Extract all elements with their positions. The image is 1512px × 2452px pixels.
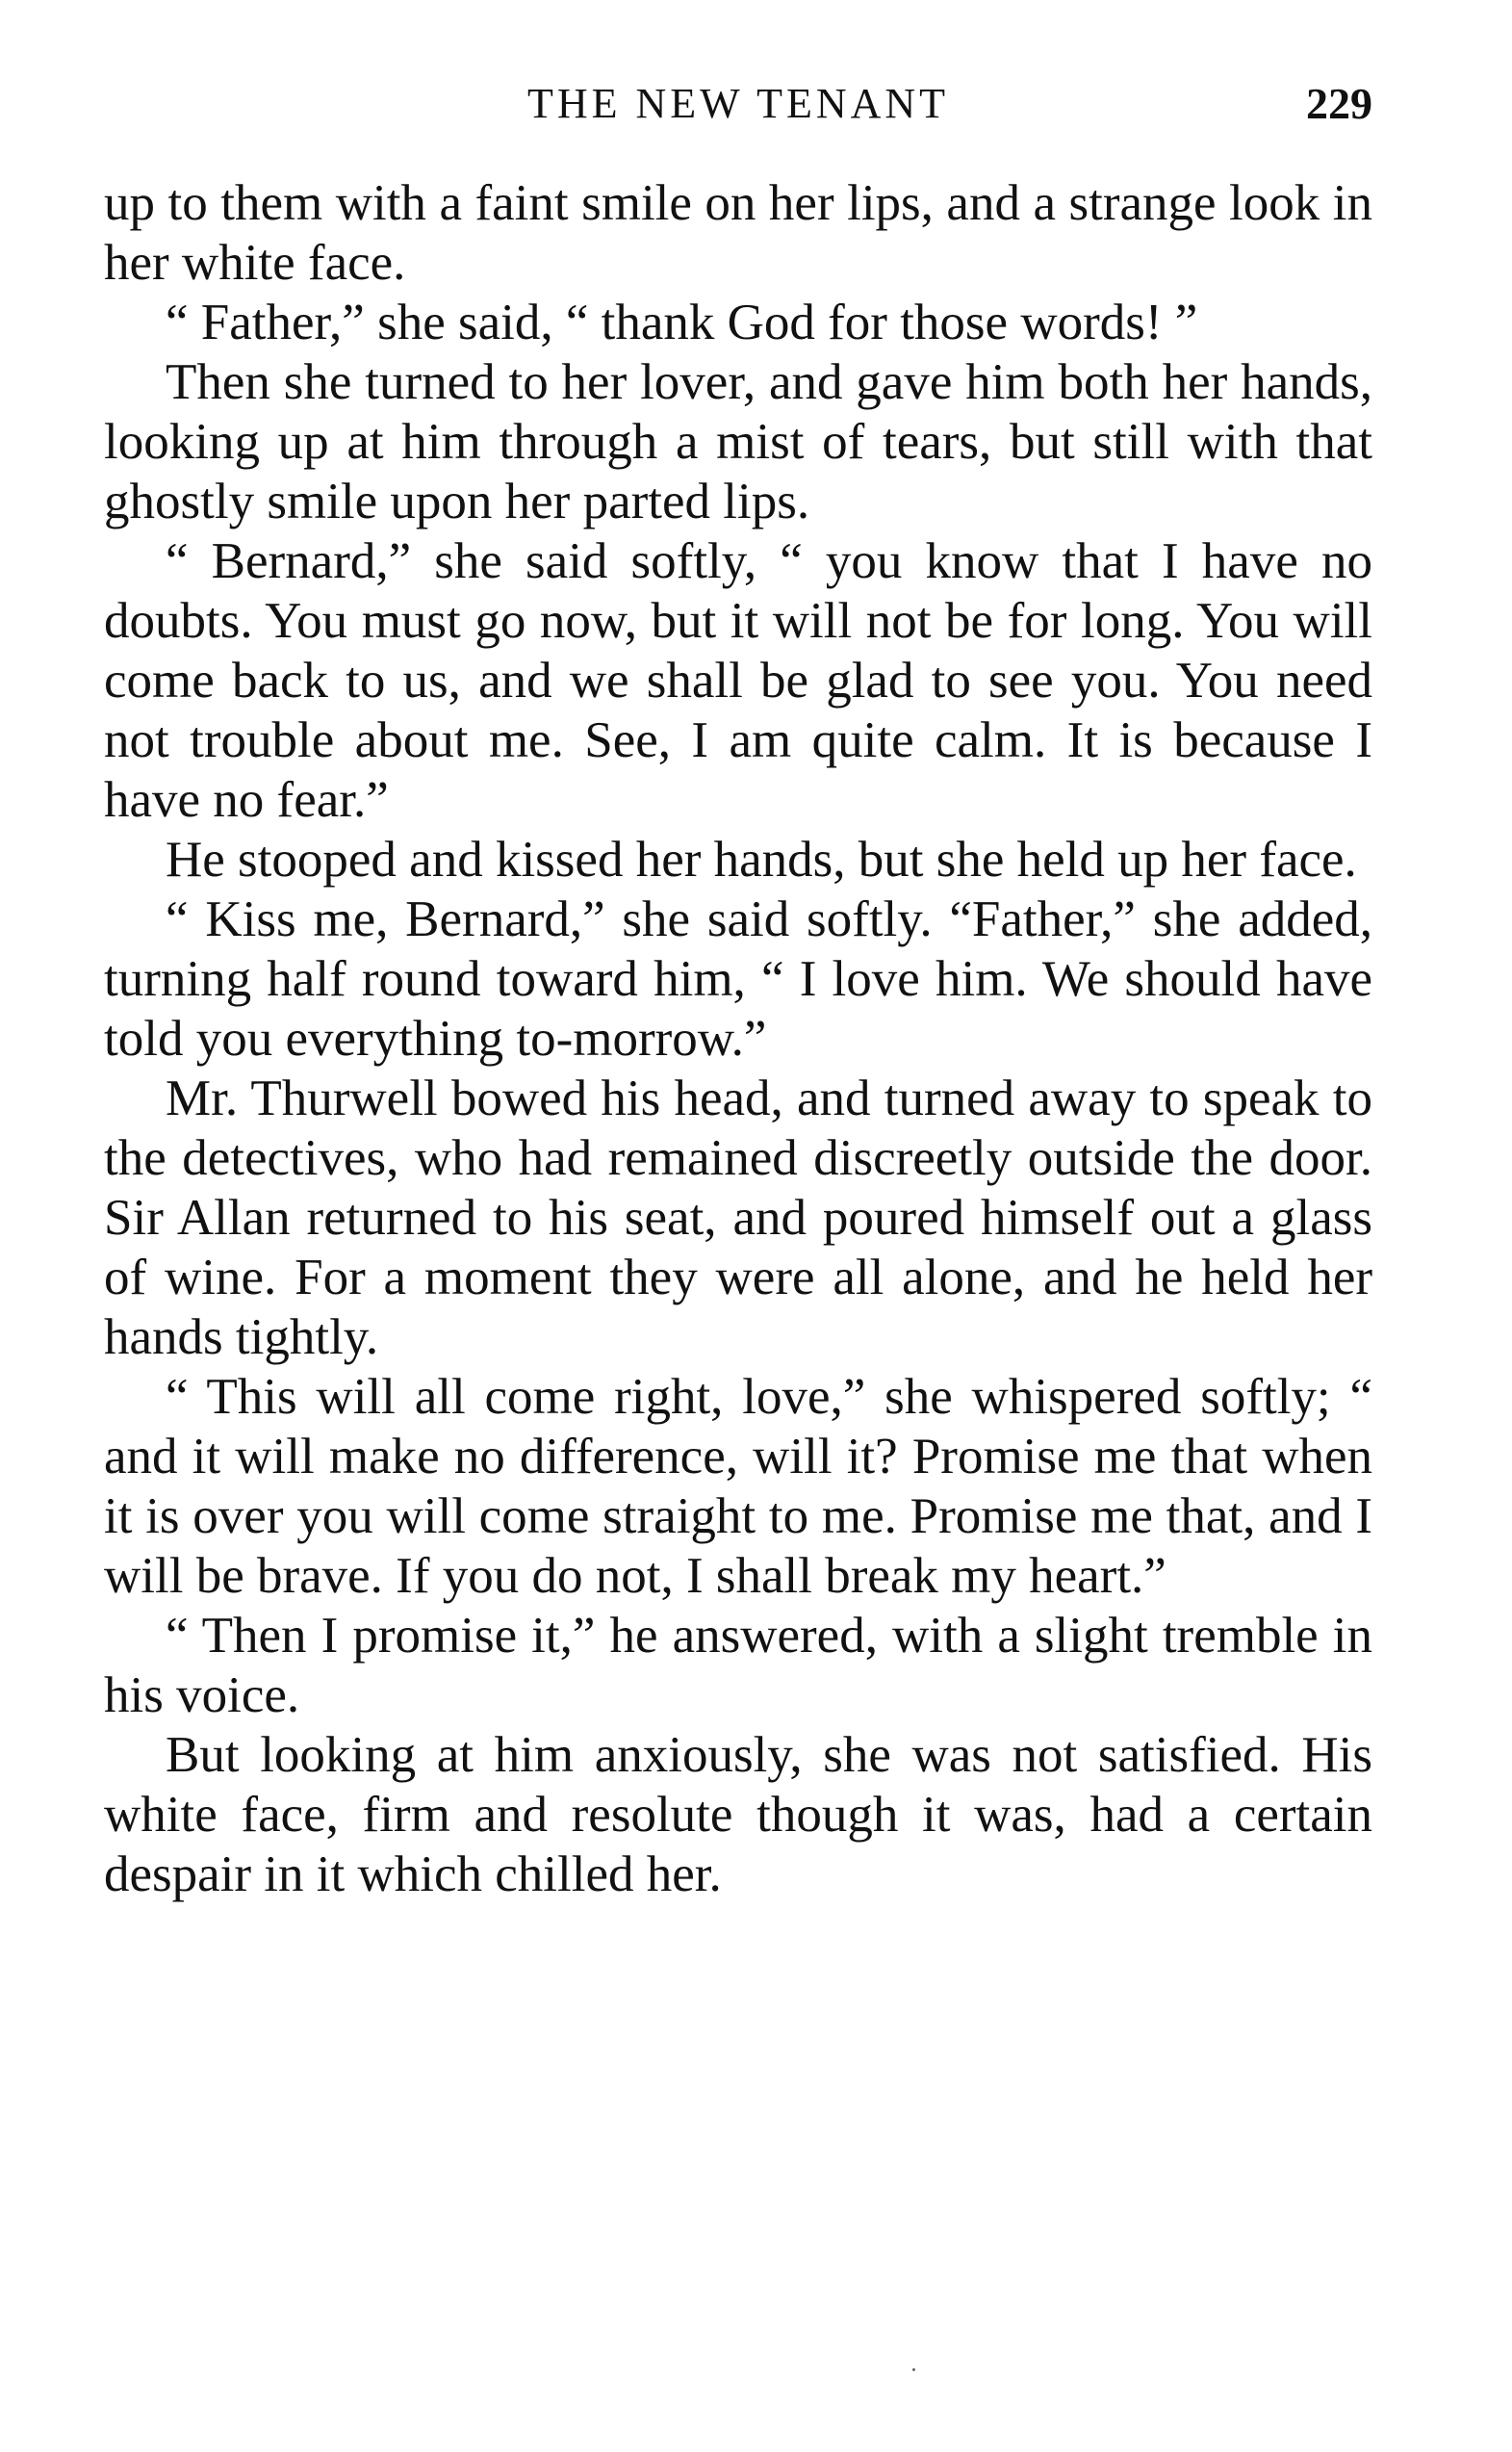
paragraph: “ Father,” she said, “ thank God for those words! ”	[166, 295, 1198, 350]
paragraph: Mr. Thurwell bowed his head, and turned away to speak to the detectives, who had remained discreetly outside the door. Sir Allan returned to his seat, and poured himself out a glass of wine. For a moment they were all alone, and he held her hands tightly.	[104, 1071, 1372, 1365]
paragraph: “ This will all come right, love,” she whispered softly; “ and it will make no difference, will it? Promise me that when it is over you will come straight to me. Promise me that, and I will be brave. If you do not, I shall break my heart.”	[104, 1369, 1372, 1604]
body-text	[104, 173, 1372, 1904]
paragraph: Then she turned to her lover, and gave him both her hands, looking up at him through a mist of tears, but still with that ghostly smile upon her parted lips.	[104, 354, 1372, 529]
paragraph: “ Bernard,” she said softly, “ you know that I have no doubts. You must go now, but it will not be for long. You will come back to us, and we shall be glad to see you. You need not trouble about me. See, I am quite calm. It is because I have no fear.”	[104, 533, 1372, 828]
paragraph: “ Kiss me, Bernard,” she said softly. “Father,” she added, turning half round toward him, “ I love him. We should have told you everything to-morrow.”	[104, 891, 1372, 1067]
paragraph: up to them with a faint smile on her lips, and a strange look in her white face.	[104, 175, 1372, 291]
paragraph: “ Then I promise it,” he answered, with a slight tremble in his voice.	[104, 1608, 1372, 1723]
running-head	[104, 75, 1372, 133]
paragraph: He stooped and kissed her hands, but she held up her face.	[166, 832, 1357, 888]
running-title: THE NEW TENANT	[526, 80, 950, 127]
ink-speck	[912, 2368, 915, 2371]
page-number: 229	[1306, 79, 1372, 128]
paragraph: But looking at him anxiously, she was not satisfied. His white face, firm and resolute though it was, had a certain despair in it which chilled her.	[104, 1727, 1372, 1902]
